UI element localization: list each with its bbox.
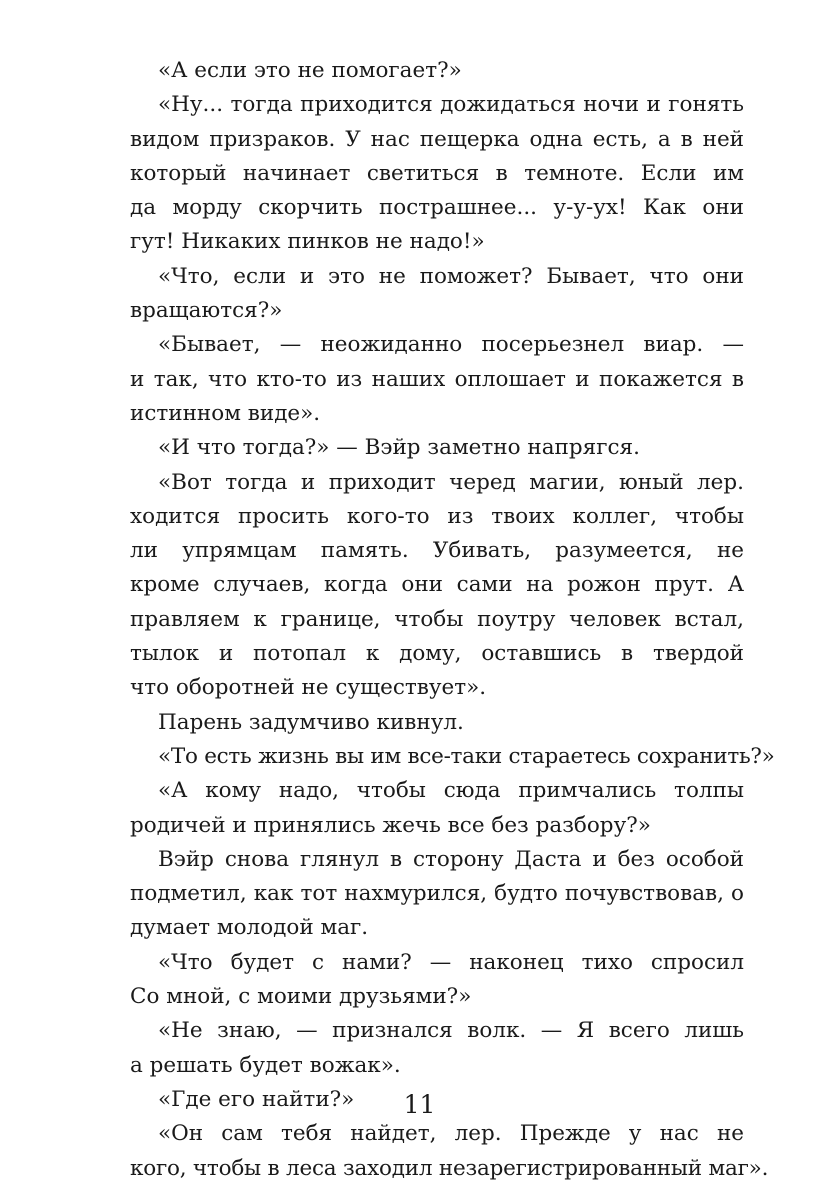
text-line: «А если это не помогает?» bbox=[158, 58, 462, 83]
text-line: тылок и потопал к дому, оставшись в твердой bbox=[130, 641, 744, 667]
text-line: кроме случаев, когда они сами на рожон прут. А bbox=[130, 572, 744, 598]
text-line: гут! Никаких пинков не надо!» bbox=[130, 229, 485, 255]
text-line: истинном виде». bbox=[130, 400, 321, 426]
text-line: «Вот тогда и приходит черед магии, юный лер. bbox=[158, 469, 744, 495]
text-line: кого, чтобы в леса заходил незарегистрированный маг». bbox=[130, 1155, 769, 1181]
text-line: «Где его найти?» bbox=[158, 1086, 355, 1112]
text-line: «Он сам тебя найдет, лер. Прежде у нас не bbox=[158, 1121, 744, 1147]
text-line: «Ну... тогда приходится дожидаться ночи и гонять bbox=[158, 92, 744, 118]
body-text bbox=[130, 54, 775, 1186]
text-line: ходится просить кого-то из твоих коллег, чтобы bbox=[130, 503, 744, 529]
text-line: и так, что кто-то из наших оплошает и покажется в bbox=[130, 366, 744, 392]
text-line: Со мной, с моими друзьями?» bbox=[130, 984, 472, 1010]
text-line: «Бывает, — неожиданно посерьезнел виар. — bbox=[158, 332, 744, 358]
text-line: подметил, как тот нахмурился, будто почувствовав, о bbox=[130, 881, 744, 907]
text-line: да морду скорчить пострашнее... у-у-ух! Как они bbox=[130, 195, 744, 221]
text-line: «То есть жизнь вы им все-таки стараетесь сохранить?» bbox=[158, 743, 775, 769]
text-line: правляем к границе, чтобы поутру человек встал, bbox=[130, 606, 744, 632]
text-line: думает молодой маг. bbox=[130, 915, 369, 941]
text-line: «И что тогда?» — Вэйр заметно напрягся. bbox=[158, 435, 640, 461]
text-line: «А кому надо, чтобы сюда примчались толпы bbox=[158, 778, 744, 804]
text-line: что оборотней не существует». bbox=[130, 675, 487, 701]
text-line: ли упрямцам память. Убивать, разумеется, не bbox=[130, 538, 744, 564]
text-line: Вэйр снова глянул в сторону Даста и без особой bbox=[158, 846, 744, 872]
text-line: а решать будет вожак». bbox=[130, 1052, 401, 1078]
text-line: «Что, если и это не поможет? Бывает, что они bbox=[158, 263, 744, 289]
page-number: 11 bbox=[403, 1090, 436, 1119]
text-line: родичей и принялись жечь все без разбору?» bbox=[130, 812, 651, 838]
text-line: вращаются?» bbox=[130, 298, 283, 324]
text-line: который начинает светиться в темноте. Если им bbox=[130, 160, 744, 186]
text-line: «Не знаю, — признался волк. — Я всего лишь bbox=[158, 1018, 744, 1044]
text-line: Парень задумчиво кивнул. bbox=[158, 709, 464, 735]
text-line: «Что будет с нами? — наконец тихо спросил bbox=[158, 949, 744, 975]
text-line: видом призраков. У нас пещерка одна есть, а в ней bbox=[130, 126, 744, 152]
